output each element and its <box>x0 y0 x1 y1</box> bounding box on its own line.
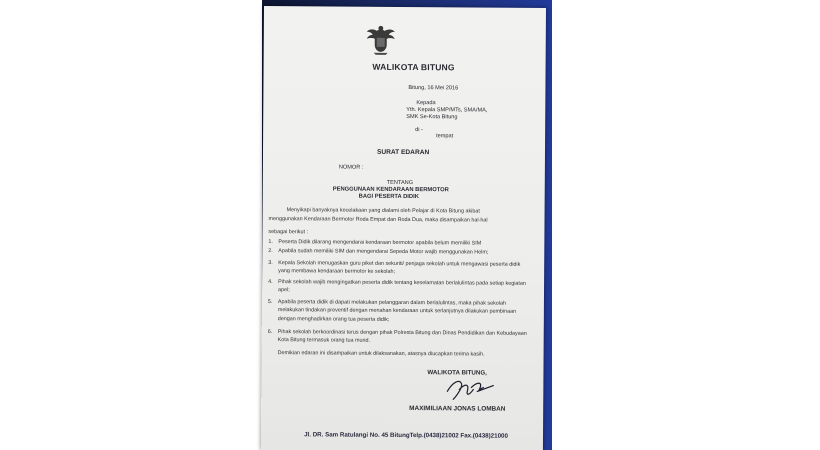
place-date: Bitung, 16 Mei 2016 <box>408 85 459 92</box>
document-type: SURAT EDARAN <box>376 148 430 157</box>
tentang-label: TENTANG <box>386 179 414 187</box>
letter-page <box>261 6 546 450</box>
list-item: 1. Peserta Didik dilarang mengendarai kendaraan bermotor apabila belum memiliki SIM <box>268 239 482 247</box>
list-item: 4. Pihak sekolah wajib mengingatkan peserta didik tentang keselamatan berlalulintas pada setiap kegiatan apel; <box>268 279 526 294</box>
recipient-line-1: Yth. Kepala SMP/MTs, SMA/MA, <box>406 106 488 114</box>
intro-line-3: sebagai berikut : <box>268 229 309 236</box>
closing-text: Demikian edaran ini disampaikan untuk dilaksanakan, atasnya diucapkan terima kasih. <box>277 350 485 358</box>
recipient-tempat: tempat <box>436 133 454 140</box>
list-item: 2. Apabila sudah memiliki SIM dan mengendarai Sepeda Motor wajib menggunakan Helm; <box>268 248 489 256</box>
signature-icon <box>439 377 499 403</box>
signatory-name: MAXIMILIAAN JONAS LOMBAN <box>409 405 506 413</box>
list-item: 5. Apabila peserta didik di dapati melakukan pelanggaran dalam berlalulintas, maka pihak sekolah melakukan tindakan preventif dengan menahan kendaraan untuk serlanjutnya dilakukan pembinaan dengan menghadirkan orang tua peserta didik; <box>267 299 517 323</box>
intro-line-1: Menyikapi banyaknya kecelakaan yang dialami oleh Pelajar di Kota Bitung akibat <box>286 207 480 215</box>
recipient-di: di - <box>415 127 423 134</box>
recipient-kepada: Kepada <box>416 100 436 107</box>
garuda-emblem-icon <box>364 23 398 57</box>
recipient-line-2: SMK Se-Kota Bitung <box>406 113 458 121</box>
footer-address: Jl. DR. Sam Ratulangi No. 45 BitungTelp.(0438)21002 Fax.(0438)21000 <box>304 431 508 440</box>
subject-line-1: PENGGUNAAN KENDARAAN BERMOTOR <box>332 186 449 194</box>
subject-line-2: BAGI PESERTA DIDIK <box>358 193 419 201</box>
list-item: 3. Kepala Sekolah menugaskan guru piket dan sekuriti/ penjaga sekolah untuk mengawasi peserta didik yang membawa kendaraan bermotor ke sekolah; <box>268 260 521 276</box>
intro-line-2: menggunakan Kendaraan Bermotor Roda Empat dan Roda Dua, maka disampaikan hal-hal <box>268 216 488 224</box>
document-number: NOMOR : <box>338 164 364 171</box>
signatory-title: WALIKOTA BITUNG, <box>427 369 487 377</box>
list-item: 6. Pihak sekolah berkoordinasi terus dengan pihak Polresta Bitung dan Dinas Pendidikan dan Kebudayaan Kota Bitung termasuk orang tua murid. <box>267 329 527 345</box>
letterhead-title: WALIKOTA BITUNG <box>372 61 455 73</box>
